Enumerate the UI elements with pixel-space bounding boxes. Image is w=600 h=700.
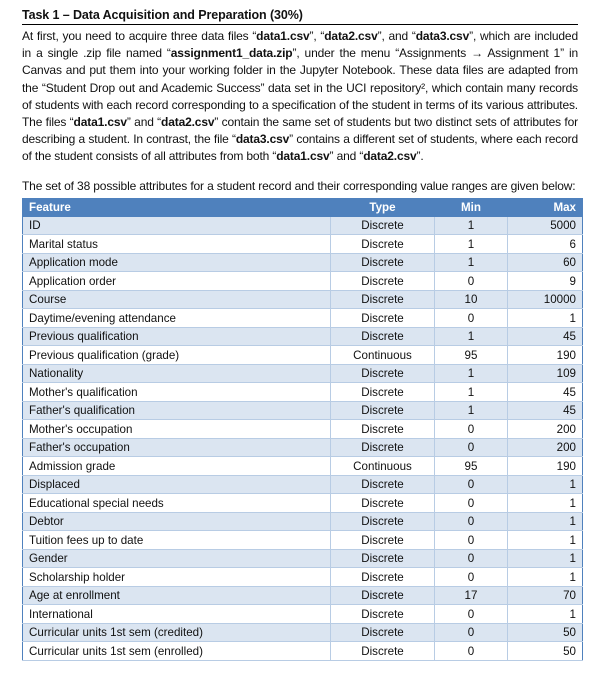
max-cell: 9	[508, 272, 583, 291]
file-name-text: data3.csv	[415, 29, 470, 43]
paragraph-text: ”, “	[309, 29, 325, 43]
type-cell: Discrete	[331, 512, 435, 531]
type-cell: Discrete	[331, 494, 435, 513]
max-cell: 1	[508, 568, 583, 587]
feature-cell: Tuition fees up to date	[23, 531, 331, 550]
type-cell: Discrete	[331, 568, 435, 587]
feature-cell: Curricular units 1st sem (enrolled)	[23, 642, 331, 661]
feature-cell: Application order	[23, 272, 331, 291]
feature-cell: Mother's qualification	[23, 383, 331, 402]
table-row	[23, 457, 583, 476]
max-cell: 1	[508, 512, 583, 531]
table-row	[23, 346, 583, 365]
min-cell: 0	[435, 512, 508, 531]
min-cell: 0	[435, 568, 508, 587]
type-cell: Discrete	[331, 420, 435, 439]
max-cell: 1	[508, 549, 583, 568]
min-cell: 1	[435, 364, 508, 383]
table-row	[23, 605, 583, 624]
table-row	[23, 586, 583, 605]
feature-cell: Gender	[23, 549, 331, 568]
type-cell: Discrete	[331, 438, 435, 457]
min-cell: 1	[435, 253, 508, 272]
task-description	[22, 28, 578, 166]
feature-cell: International	[23, 605, 331, 624]
file-name-text: data2.csv	[324, 29, 378, 43]
table-header-row	[23, 198, 583, 216]
table-row	[23, 253, 583, 272]
table-row	[23, 475, 583, 494]
max-cell: 60	[508, 253, 583, 272]
attributes-intro: The set of 38 possible attributes for a student record and their corresponding value ranges are given below:	[22, 178, 576, 193]
paragraph-text: ”, and “	[377, 29, 416, 43]
type-cell: Discrete	[331, 290, 435, 309]
feature-cell: Father's occupation	[23, 438, 331, 457]
max-cell: 190	[508, 346, 583, 365]
document	[22, 8, 578, 661]
table-row	[23, 642, 583, 661]
feature-cell: Marital status	[23, 235, 331, 254]
table-row	[23, 383, 583, 402]
column-header-feature: Feature	[23, 198, 331, 216]
table-row	[23, 235, 583, 254]
min-cell: 95	[435, 457, 508, 476]
column-header-max: Max	[508, 198, 583, 216]
table-row	[23, 364, 583, 383]
file-name-text: data1.csv	[256, 29, 310, 43]
min-cell: 0	[435, 475, 508, 494]
feature-cell: Father's qualification	[23, 401, 331, 420]
type-cell: Discrete	[331, 549, 435, 568]
paragraph-text: ” and “	[329, 149, 364, 164]
type-cell: Discrete	[331, 401, 435, 420]
min-cell: 1	[435, 383, 508, 402]
min-cell: 0	[435, 438, 508, 457]
min-cell: 1	[435, 216, 508, 235]
file-name-text: data1.csv	[276, 149, 330, 164]
max-cell: 1	[508, 531, 583, 550]
min-cell: 0	[435, 623, 508, 642]
type-cell: Discrete	[331, 383, 435, 402]
max-cell: 1	[508, 605, 583, 624]
file-name-text: data1.csv	[73, 115, 127, 130]
min-cell: 0	[435, 549, 508, 568]
type-cell: Discrete	[331, 642, 435, 661]
max-cell: 50	[508, 623, 583, 642]
min-cell: 1	[435, 327, 508, 346]
max-cell: 6	[508, 235, 583, 254]
feature-cell: Curricular units 1st sem (credited)	[23, 623, 331, 642]
type-cell: Discrete	[331, 475, 435, 494]
min-cell: 17	[435, 586, 508, 605]
feature-cell: Debtor	[23, 512, 331, 531]
min-cell: 0	[435, 272, 508, 291]
max-cell: 109	[508, 364, 583, 383]
type-cell: Continuous	[331, 346, 435, 365]
table-row	[23, 438, 583, 457]
min-cell: 10	[435, 290, 508, 309]
task-heading: Task 1 – Data Acquisition and Preparation (30%)	[22, 8, 578, 25]
type-cell: Discrete	[331, 253, 435, 272]
table-row	[23, 401, 583, 420]
file-name-text: assignment1_data.zip	[170, 46, 293, 61]
feature-cell: Course	[23, 290, 331, 309]
column-header-min: Min	[435, 198, 508, 216]
feature-cell: Mother's occupation	[23, 420, 331, 439]
attributes-table	[22, 198, 583, 661]
type-cell: Discrete	[331, 272, 435, 291]
paragraph-text: ” and “	[126, 115, 162, 130]
table-row	[23, 494, 583, 513]
feature-cell: Previous qualification	[23, 327, 331, 346]
paragraph-text: ” contain the same set of students but two distinct sets of attributes for describing a student. In contrast, the file “	[22, 115, 578, 147]
max-cell: 1	[508, 309, 583, 328]
table-row	[23, 290, 583, 309]
table-row	[23, 272, 583, 291]
max-cell: 70	[508, 586, 583, 605]
type-cell: Discrete	[331, 216, 435, 235]
min-cell: 0	[435, 642, 508, 661]
min-cell: 0	[435, 309, 508, 328]
feature-cell: Admission grade	[23, 457, 331, 476]
max-cell: 45	[508, 327, 583, 346]
type-cell: Continuous	[331, 457, 435, 476]
feature-cell: Daytime/evening attendance	[23, 309, 331, 328]
max-cell: 10000	[508, 290, 583, 309]
table-row	[23, 216, 583, 235]
max-cell: 50	[508, 642, 583, 661]
max-cell: 200	[508, 420, 583, 439]
type-cell: Discrete	[331, 327, 435, 346]
feature-cell: Age at enrollment	[23, 586, 331, 605]
table-row	[23, 549, 583, 568]
paragraph-text: At first, you need to acquire three data files “	[22, 29, 257, 43]
type-cell: Discrete	[331, 605, 435, 624]
table-row	[23, 327, 583, 346]
feature-cell: Application mode	[23, 253, 331, 272]
max-cell: 200	[508, 438, 583, 457]
type-cell: Discrete	[331, 531, 435, 550]
feature-cell: Nationality	[23, 364, 331, 383]
table-row	[23, 568, 583, 587]
table-row	[23, 512, 583, 531]
max-cell: 1	[508, 475, 583, 494]
min-cell: 1	[435, 235, 508, 254]
type-cell: Discrete	[331, 364, 435, 383]
min-cell: 0	[435, 605, 508, 624]
feature-cell: Educational special needs	[23, 494, 331, 513]
file-name-text: data3.csv	[235, 132, 290, 147]
file-name-text: data2.csv	[161, 115, 215, 130]
table-row	[23, 531, 583, 550]
max-cell: 5000	[508, 216, 583, 235]
paragraph-text: ”.	[416, 149, 424, 164]
paragraph-text: ” contains a different set of students, where each record of the student consists of all attributes from both “	[22, 132, 578, 164]
feature-cell: ID	[23, 216, 331, 235]
min-cell: 0	[435, 420, 508, 439]
feature-cell: Displaced	[23, 475, 331, 494]
type-cell: Discrete	[331, 586, 435, 605]
paragraph-text: ”, which are included in a single .zip file named “	[22, 29, 578, 61]
min-cell: 0	[435, 494, 508, 513]
max-cell: 190	[508, 457, 583, 476]
max-cell: 45	[508, 383, 583, 402]
max-cell: 45	[508, 401, 583, 420]
paragraph-text: ”, under the menu “Assignments → Assignment 1” in Canvas and put them into your working folder in the Jupyter Notebook. These data files are adapted from the “Student Drop out and Academic Success” data set in the UCI repository², which contain many records of students with each record corresponding to a specification of the student in terms of its various attributes. The files “	[22, 46, 578, 130]
min-cell: 95	[435, 346, 508, 365]
type-cell: Discrete	[331, 309, 435, 328]
table-row	[23, 623, 583, 642]
table-row	[23, 309, 583, 328]
max-cell: 1	[508, 494, 583, 513]
min-cell: 1	[435, 401, 508, 420]
table-body	[23, 216, 583, 660]
feature-cell: Previous qualification (grade)	[23, 346, 331, 365]
type-cell: Discrete	[331, 623, 435, 642]
type-cell: Discrete	[331, 235, 435, 254]
table-row	[23, 420, 583, 439]
file-name-text: data2.csv	[363, 149, 417, 164]
min-cell: 0	[435, 531, 508, 550]
column-header-type: Type	[331, 198, 435, 216]
feature-cell: Scholarship holder	[23, 568, 331, 587]
